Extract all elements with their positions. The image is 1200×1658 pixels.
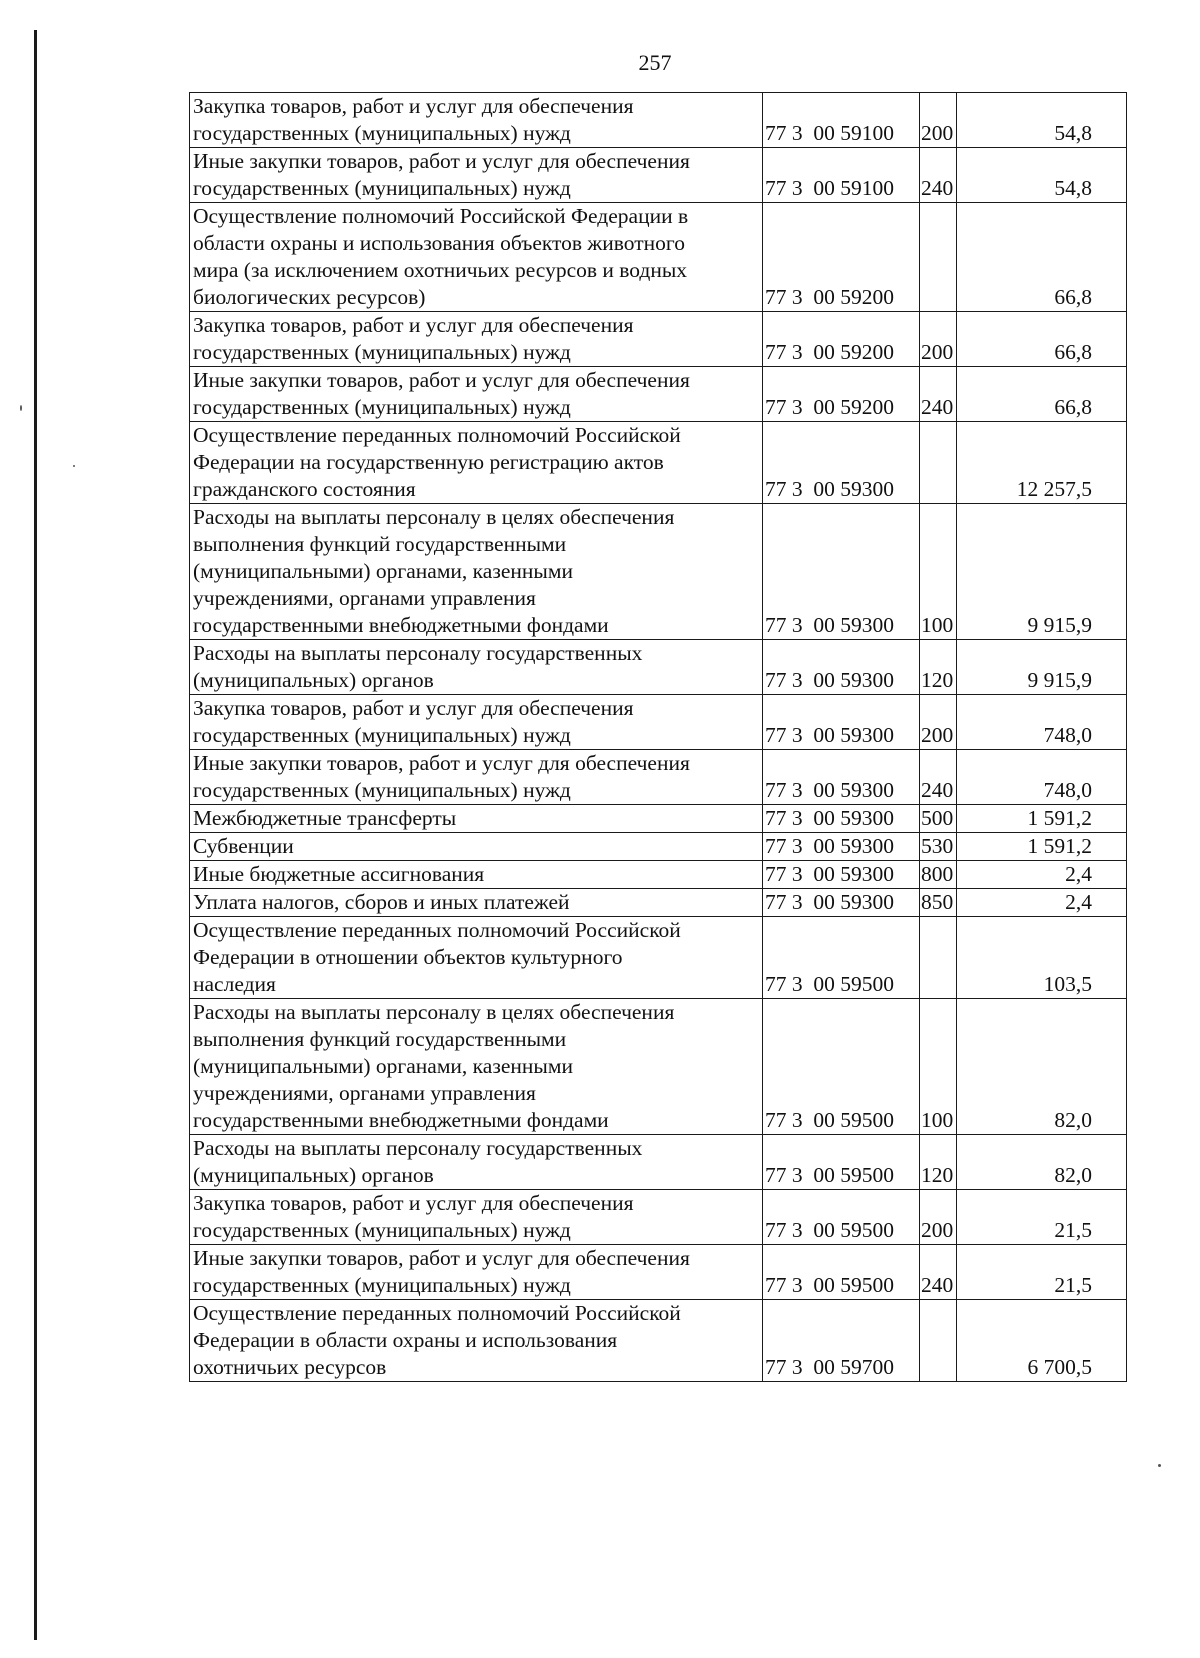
expense-name-line: Федерации в отношении объектов культурного bbox=[193, 945, 623, 969]
amount-cell: 103,5 bbox=[957, 917, 1127, 999]
expense-type-cell: 200 bbox=[920, 1190, 957, 1245]
table-row bbox=[190, 312, 1127, 367]
expense-name-line: Иные закупки товаров, работ и услуг для обеспечения bbox=[193, 1246, 690, 1270]
expense-name-line: мира (за исключением охотничьих ресурсов и водных bbox=[193, 258, 688, 282]
scan-speck bbox=[20, 405, 22, 411]
expense-name-line: выполнения функций государственными bbox=[193, 1027, 567, 1051]
expense-name-cell bbox=[190, 640, 763, 695]
expense-name-line: Расходы на выплаты персоналу в целях обеспечения bbox=[193, 1000, 675, 1024]
target-article-code-cell: 77 3 00 59200 bbox=[763, 367, 920, 422]
expense-type-cell: 200 bbox=[920, 312, 957, 367]
expense-name-cell bbox=[190, 999, 763, 1135]
target-article-code-cell: 77 3 00 59500 bbox=[763, 1190, 920, 1245]
target-article-code-cell: 77 3 00 59200 bbox=[763, 312, 920, 367]
table-row bbox=[190, 1245, 1127, 1300]
expense-name-line: учреждениями, органами управления bbox=[193, 586, 536, 610]
target-article-code-cell: 77 3 00 59300 bbox=[763, 640, 920, 695]
table-row bbox=[190, 1300, 1127, 1382]
target-article-code-cell: 77 3 00 59100 bbox=[763, 93, 920, 148]
amount-cell: 1 591,2 bbox=[957, 805, 1127, 833]
expense-name-cell bbox=[190, 1245, 763, 1300]
target-article-code-cell: 77 3 00 59300 bbox=[763, 750, 920, 805]
target-article-code-cell: 77 3 00 59300 bbox=[763, 422, 920, 504]
expense-name-line: Иные закупки товаров, работ и услуг для обеспечения bbox=[193, 368, 690, 392]
expense-name-line: Закупка товаров, работ и услуг для обеспечения bbox=[193, 696, 634, 720]
expense-name-cell bbox=[190, 917, 763, 999]
expense-name-line: Осуществление переданных полномочий Российской bbox=[193, 918, 681, 942]
expense-name-line: Межбюджетные трансферты bbox=[193, 806, 457, 830]
table-row bbox=[190, 422, 1127, 504]
expense-type-cell: 240 bbox=[920, 1245, 957, 1300]
table-row bbox=[190, 695, 1127, 750]
page-number: 257 bbox=[638, 50, 672, 75]
table-row bbox=[190, 203, 1127, 312]
target-article-code-cell: 77 3 00 59300 bbox=[763, 833, 920, 861]
expense-name-cell bbox=[190, 367, 763, 422]
expense-name-line: учреждениями, органами управления bbox=[193, 1081, 536, 1105]
table-row bbox=[190, 504, 1127, 640]
table-row bbox=[190, 805, 1127, 833]
table-row bbox=[190, 1190, 1127, 1245]
table-row bbox=[190, 917, 1127, 999]
expense-name-line: государственных (муниципальных) нужд bbox=[193, 395, 571, 419]
target-article-code-cell: 77 3 00 59500 bbox=[763, 1135, 920, 1190]
amount-cell: 21,5 bbox=[957, 1245, 1127, 1300]
expense-name-line: Закупка товаров, работ и услуг для обеспечения bbox=[193, 94, 634, 118]
amount-cell: 9 915,9 bbox=[957, 640, 1127, 695]
target-article-code-cell: 77 3 00 59500 bbox=[763, 1245, 920, 1300]
amount-cell: 1 591,2 bbox=[957, 833, 1127, 861]
expense-name-cell bbox=[190, 889, 763, 917]
expense-name-line: государственных (муниципальных) нужд bbox=[193, 723, 571, 747]
expense-type-cell bbox=[920, 1300, 957, 1382]
expense-type-cell: 100 bbox=[920, 504, 957, 640]
expense-name-line: Расходы на выплаты персоналу государственных bbox=[193, 1136, 643, 1160]
expense-name-line: (муниципальными) органами, казенными bbox=[193, 559, 573, 583]
expense-name-cell bbox=[190, 422, 763, 504]
expense-name-line: Федерации в области охраны и использования bbox=[193, 1328, 618, 1352]
expense-name-line: (муниципальных) органов bbox=[193, 1163, 434, 1187]
expense-type-cell: 800 bbox=[920, 861, 957, 889]
amount-cell: 2,4 bbox=[957, 861, 1127, 889]
target-article-code-cell: 77 3 00 59300 bbox=[763, 805, 920, 833]
expense-name-cell bbox=[190, 861, 763, 889]
target-article-code-cell: 77 3 00 59200 bbox=[763, 203, 920, 312]
table-body bbox=[190, 93, 1127, 1382]
amount-cell: 12 257,5 bbox=[957, 422, 1127, 504]
expense-name-line: биологических ресурсов) bbox=[193, 285, 426, 309]
target-article-code-cell: 77 3 00 59100 bbox=[763, 148, 920, 203]
expense-name-line: (муниципальных) органов bbox=[193, 668, 434, 692]
expense-name-line: государственными внебюджетными фондами bbox=[193, 1108, 609, 1132]
table-row bbox=[190, 833, 1127, 861]
table-row bbox=[190, 999, 1127, 1135]
expense-name-cell bbox=[190, 312, 763, 367]
expense-name-line: Уплата налогов, сборов и иных платежей bbox=[193, 890, 570, 914]
amount-cell: 82,0 bbox=[957, 1135, 1127, 1190]
expense-name-line: государственных (муниципальных) нужд bbox=[193, 778, 571, 802]
expense-type-cell: 200 bbox=[920, 695, 957, 750]
target-article-code-cell: 77 3 00 59300 bbox=[763, 504, 920, 640]
target-article-code-cell: 77 3 00 59300 bbox=[763, 889, 920, 917]
expense-name-cell bbox=[190, 750, 763, 805]
amount-cell: 82,0 bbox=[957, 999, 1127, 1135]
expense-type-cell: 200 bbox=[920, 93, 957, 148]
amount-cell: 21,5 bbox=[957, 1190, 1127, 1245]
expense-name-line: Закупка товаров, работ и услуг для обеспечения bbox=[193, 313, 634, 337]
target-article-code-cell: 77 3 00 59300 bbox=[763, 695, 920, 750]
table-row bbox=[190, 750, 1127, 805]
table-row bbox=[190, 889, 1127, 917]
expense-name-cell bbox=[190, 833, 763, 861]
expense-name-line: наследия bbox=[193, 972, 276, 996]
expense-name-cell bbox=[190, 1300, 763, 1382]
expense-name-line: государственными внебюджетными фондами bbox=[193, 613, 609, 637]
table-row bbox=[190, 367, 1127, 422]
expense-name-cell bbox=[190, 148, 763, 203]
target-article-code-cell: 77 3 00 59700 bbox=[763, 1300, 920, 1382]
table-row bbox=[190, 93, 1127, 148]
scan-edge-line bbox=[34, 30, 37, 1640]
expense-type-cell bbox=[920, 422, 957, 504]
expense-name-line: Расходы на выплаты персоналу государственных bbox=[193, 641, 643, 665]
expense-name-cell bbox=[190, 93, 763, 148]
budget-table bbox=[189, 92, 1127, 1382]
target-article-code-cell: 77 3 00 59500 bbox=[763, 917, 920, 999]
expense-name-line: Расходы на выплаты персоналу в целях обеспечения bbox=[193, 505, 675, 529]
expense-name-line: государственных (муниципальных) нужд bbox=[193, 121, 571, 145]
amount-cell: 66,8 bbox=[957, 367, 1127, 422]
amount-cell: 66,8 bbox=[957, 203, 1127, 312]
expense-name-line: выполнения функций государственными bbox=[193, 532, 567, 556]
expense-name-line: Осуществление переданных полномочий Российской bbox=[193, 423, 681, 447]
expense-type-cell: 850 bbox=[920, 889, 957, 917]
amount-cell: 748,0 bbox=[957, 750, 1127, 805]
expense-name-line: Осуществление полномочий Российской Федерации в bbox=[193, 204, 689, 228]
expense-type-cell: 120 bbox=[920, 640, 957, 695]
expense-name-line: государственных (муниципальных) нужд bbox=[193, 1273, 571, 1297]
expense-name-line: гражданского состояния bbox=[193, 477, 416, 501]
expense-name-line: Закупка товаров, работ и услуг для обеспечения bbox=[193, 1191, 634, 1215]
expense-type-cell: 240 bbox=[920, 148, 957, 203]
amount-cell: 54,8 bbox=[957, 148, 1127, 203]
expense-type-cell: 100 bbox=[920, 999, 957, 1135]
target-article-code-cell: 77 3 00 59500 bbox=[763, 999, 920, 1135]
expense-name-cell bbox=[190, 805, 763, 833]
table-row bbox=[190, 1135, 1127, 1190]
expense-name-line: охотничьих ресурсов bbox=[193, 1355, 387, 1379]
table-row bbox=[190, 640, 1127, 695]
table-row bbox=[190, 861, 1127, 889]
amount-cell: 6 700,5 bbox=[957, 1300, 1127, 1382]
target-article-code-cell: 77 3 00 59300 bbox=[763, 861, 920, 889]
amount-cell: 2,4 bbox=[957, 889, 1127, 917]
expense-type-cell: 120 bbox=[920, 1135, 957, 1190]
scan-speck bbox=[1158, 1464, 1161, 1467]
expense-name-line: области охраны и использования объектов животного bbox=[193, 231, 685, 255]
amount-cell: 66,8 bbox=[957, 312, 1127, 367]
expense-name-line: Осуществление переданных полномочий Российской bbox=[193, 1301, 681, 1325]
expense-type-cell: 530 bbox=[920, 833, 957, 861]
expense-type-cell: 240 bbox=[920, 750, 957, 805]
expense-name-line: государственных (муниципальных) нужд bbox=[193, 176, 571, 200]
expense-name-line: Субвенции bbox=[193, 834, 294, 858]
expense-name-line: Иные закупки товаров, работ и услуг для обеспечения bbox=[193, 751, 690, 775]
expense-name-cell bbox=[190, 1135, 763, 1190]
expense-type-cell bbox=[920, 203, 957, 312]
expense-name-cell bbox=[190, 504, 763, 640]
expense-name-cell bbox=[190, 695, 763, 750]
expense-type-cell: 240 bbox=[920, 367, 957, 422]
expense-name-line: Иные бюджетные ассигнования bbox=[193, 862, 485, 886]
expense-name-line: государственных (муниципальных) нужд bbox=[193, 1218, 571, 1242]
expense-name-line: Федерации на государственную регистрацию актов bbox=[193, 450, 664, 474]
table-row bbox=[190, 148, 1127, 203]
amount-cell: 54,8 bbox=[957, 93, 1127, 148]
expense-type-cell bbox=[920, 917, 957, 999]
expense-name-line: Иные закупки товаров, работ и услуг для обеспечения bbox=[193, 149, 690, 173]
amount-cell: 9 915,9 bbox=[957, 504, 1127, 640]
expense-name-cell bbox=[190, 203, 763, 312]
scan-speck bbox=[73, 465, 75, 467]
expense-type-cell: 500 bbox=[920, 805, 957, 833]
expense-name-cell bbox=[190, 1190, 763, 1245]
expense-name-line: (муниципальными) органами, казенными bbox=[193, 1054, 573, 1078]
expense-name-line: государственных (муниципальных) нужд bbox=[193, 340, 571, 364]
amount-cell: 748,0 bbox=[957, 695, 1127, 750]
